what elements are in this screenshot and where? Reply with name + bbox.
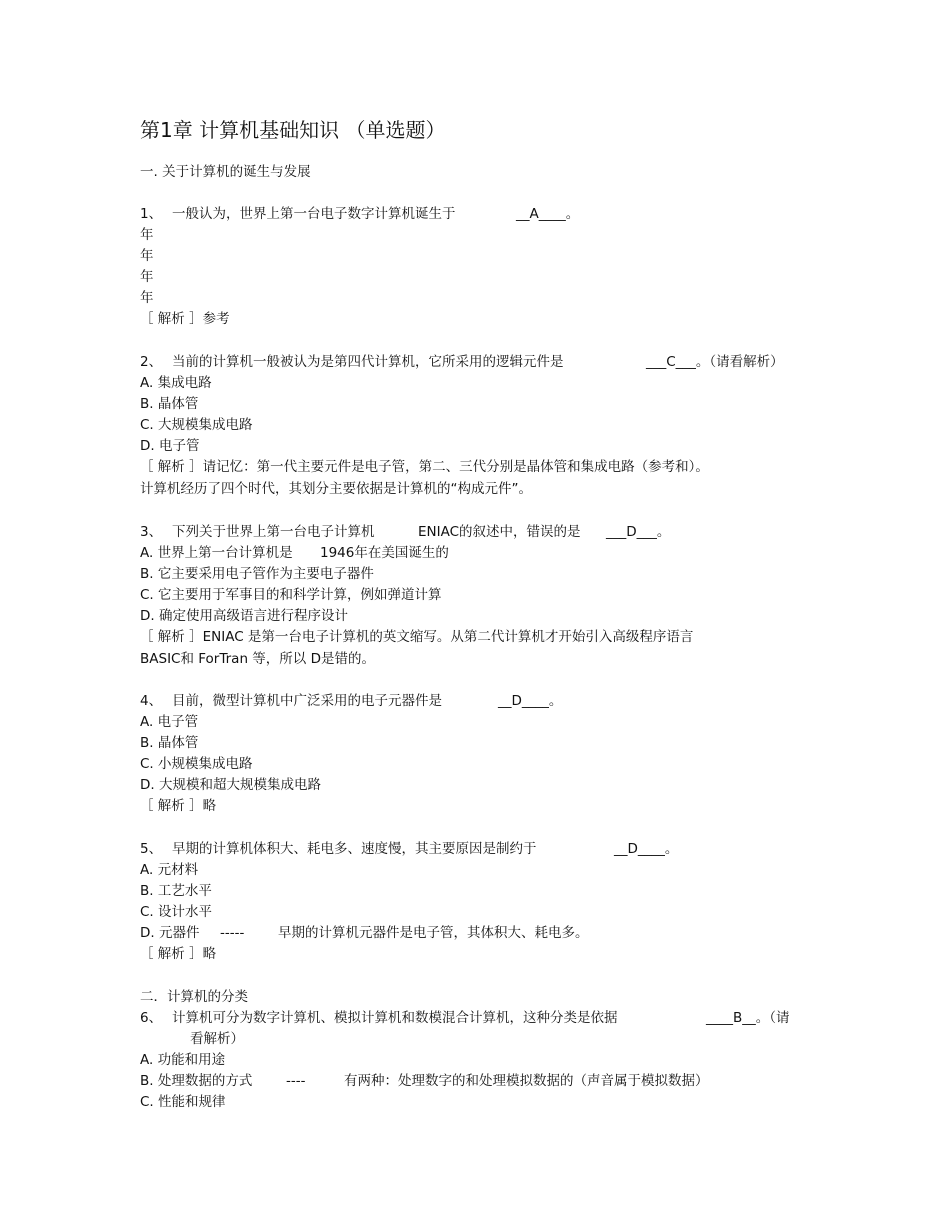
question-3-analysis-cont: BASIC和 ForTran 等，所以 D是错的。 — [140, 651, 375, 667]
question-1-analysis: ［ 解析 ］参考 — [140, 311, 230, 327]
question-1-option: 年 — [140, 290, 154, 306]
question-4-option: B. 晶体管 — [140, 735, 199, 751]
question-3-option: B. 它主要采用电子管作为主要电子器件 — [140, 566, 374, 582]
question-5-option: C. 设计水平 — [140, 904, 213, 920]
question-2-number: 2、 — [140, 354, 163, 370]
question-5-analysis: ［ 解析 ］略 — [140, 946, 217, 962]
question-4-option: C. 小规模集成电路 — [140, 756, 253, 772]
question-5-option-d-note: 早期的计算机元器件是电子管，其体积大、耗电多。 — [278, 925, 589, 941]
question-3-number: 3、 — [140, 524, 163, 540]
question-2-option: D. 电子管 — [140, 438, 200, 454]
question-3-analysis: ［ 解析 ］ENIAC 是第一台电子计算机的英文缩写。从第二代计算机才开始引入高级程序语言 — [140, 629, 694, 645]
question-4-text: 目前，微型计算机中广泛采用的电子元器件是 — [172, 693, 442, 709]
question-4-number: 4、 — [140, 693, 163, 709]
question-6-option-b-dash: ---- — [286, 1073, 306, 1089]
question-5-number: 5、 — [140, 841, 163, 857]
section-heading-2: 二．计算机的分类 — [140, 989, 248, 1005]
question-3-text: 下列关于世界上第一台电子计算机 — [172, 524, 375, 540]
question-6-option-b-note: 有两种：处理数字的和处理模拟数据的（声音属于模拟数据） — [344, 1073, 709, 1089]
question-6-number: 6、 — [140, 1010, 163, 1026]
question-1-option: 年 — [140, 269, 154, 285]
question-5-option-d: D. 元器件 — [140, 925, 200, 941]
question-5-option: A. 元材料 — [140, 862, 199, 878]
question-4-option: A. 电子管 — [140, 714, 199, 730]
question-5-text: 早期的计算机体积大、耗电多、速度慢，其主要原因是制约于 — [172, 841, 537, 857]
question-5-option-d-dash: ----- — [220, 925, 245, 941]
question-1-text: 一般认为，世界上第一台电子数字计算机诞生于 — [172, 206, 456, 222]
question-6-text-cont: 看解析） — [190, 1031, 244, 1047]
question-5-option: B. 工艺水平 — [140, 883, 212, 899]
question-4-option: D. 大规模和超大规模集成电路 — [140, 777, 321, 793]
question-3-option-a-cont: 1946年在美国诞生的 — [320, 545, 449, 561]
question-4-answer: __D____。 — [498, 693, 563, 709]
question-2-text: 当前的计算机一般被认为是第四代计算机，它所采用的逻辑元件是 — [172, 354, 564, 370]
question-1-option: 年 — [140, 227, 154, 243]
question-2-answer: ___C___。（请看解析） — [646, 354, 784, 370]
page-title: 第1章 计算机基础知识 （单选题） — [140, 118, 446, 142]
question-3-option: D. 确定使用高级语言进行程序设计 — [140, 608, 348, 624]
question-3-option-a: A. 世界上第一台计算机是 — [140, 545, 293, 561]
question-2-option: A. 集成电路 — [140, 375, 212, 391]
question-3-text-cont: ENIAC的叙述中，错误的是 — [418, 524, 581, 540]
question-2-analysis-cont: 计算机经历了四个时代，其划分主要依据是计算机的“构成元件”。 — [140, 481, 532, 497]
question-4-analysis: ［ 解析 ］略 — [140, 798, 217, 814]
question-2-option: C. 大规模集成电路 — [140, 417, 253, 433]
question-3-option: C. 它主要用于军事目的和科学计算，例如弹道计算 — [140, 587, 442, 603]
question-1-option: 年 — [140, 248, 154, 264]
question-6-option-b: B. 处理数据的方式 — [140, 1073, 253, 1089]
question-1-number: 1、 — [140, 206, 163, 222]
question-2-analysis: ［ 解析 ］请记忆：第一代主要元件是电子管，第二、三代分别是晶体管和集成电路（参考和）。 — [140, 459, 709, 475]
question-6-option-c: C. 性能和规律 — [140, 1094, 226, 1110]
question-3-answer: ___D___。 — [606, 524, 671, 540]
question-5-answer: __D____。 — [614, 841, 679, 857]
question-6-option-a: A. 功能和用途 — [140, 1052, 226, 1068]
section-heading-1: 一. 关于计算机的诞生与发展 — [140, 164, 311, 180]
question-1-answer: __A____。 — [516, 206, 580, 222]
question-6-answer: ____B__。（请 — [706, 1010, 790, 1026]
question-6-text: 计算机可分为数字计算机、模拟计算机和数模混合计算机，这种分类是依据 — [172, 1010, 618, 1026]
question-2-option: B. 晶体管 — [140, 396, 199, 412]
